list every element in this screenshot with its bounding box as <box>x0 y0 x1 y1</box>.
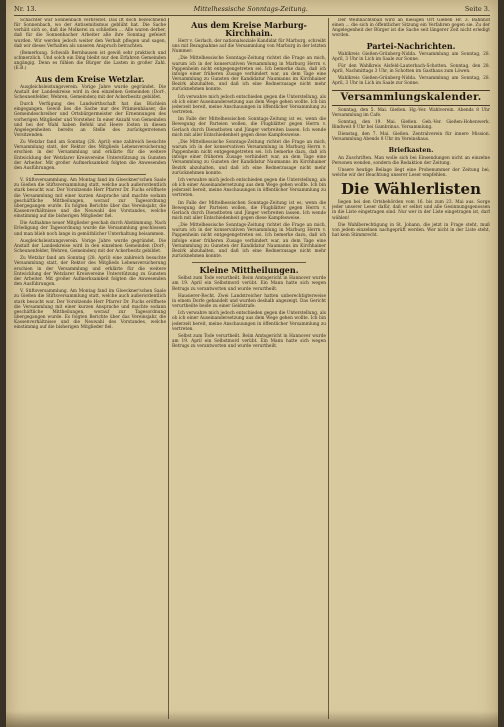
paragraph: Ich verwahre mich jedoch entschieden gegen die Unterstellung, als ob ich einer Auseinandersetzung aus dem Wege gehen wollte. Ich bin jederzeit bereit, meine Anschauungen in öffentlicher Versammlung zu vertreten. <box>172 94 326 116</box>
column-rule <box>328 18 329 719</box>
paragraph: (Bemerkung. Schwalb Bernhausen ist gewiß sehr praktisch und schmerzlich. Und solch ein Ding bleibt nur den Erfahren Gemeinden angängig. Denn es fühlen die Bürger die Lasten in großer Zahl. (E.B.) <box>14 50 166 72</box>
paragraph: Für den Wahlkreis Alsfeld-Lauterbach-Schotten. Sonntag, den 28. April, Nachmittags 3 Uhr, in Schotten im Gasthaus zum Löwen. <box>332 63 490 75</box>
paragraph: Die Aufnahme neuer Mitglieder geschah durch Abstimmung. Nach Erledigung der Tagesordnung wurde die Versammlung geschlossen und man blieb noch lange in gemüthlicher Unterhaltung beisammen. <box>14 221 166 237</box>
section-heading: Versammlungskalender. <box>332 90 490 106</box>
paragraph: V. Stiftsversammlung. Am Montag fand im Gloeckner'schen Saale zu Gießen die Stiftsversammlung statt, welche auch außerordentlich stark besucht war. Der Vorsitzende Herr Pfarrer Dr. Fuchs eröffnete die Versammlung mit einer kurzen Ansprache und machte sodann geschäftliche Mittheilungen, worauf zur Tagesordnung übergegangen wurde. Es folgten Berichte über das Vereinsjahr, die Kassenverhältnisse und die Neuwahl des Vorstandes, welche einstimmig auf die bisherigen Mitglieder fiel. <box>14 178 166 220</box>
column-3 <box>332 18 490 719</box>
paragraph: Wahlkreis Gießen-Grünberg-Nidda. Versammlung am Sonntag, 28. April, 3 Uhr in Lich im Saale zur Sonne. <box>332 76 490 87</box>
paragraph: V. Stiftsversammlung. Am Montag fand im Gloeckner'schen Saale zu Gießen die Stiftsversammlung statt, welche auch außerordentlich stark besucht war. Der Vorsitzende Herr Pfarrer Dr. Fuchs eröffnete die Versammlung mit einer kurzen Ansprache und machte sodann geschäftliche Mittheilungen, worauf zur Tagesordnung übergegangen wurde. Es folgten Berichte über das Vereinsjahr, die Kassenverhältnisse und die Neuwahl des Vorstandes, welche einstimmig auf die bisherigen Mitglieder fiel. <box>14 289 166 331</box>
paragraph: Die Wahlberechtigung in St. Johann, die jetzt in Frage steht, muß von jedem einzelnen nachgeprüft werden. Wer nicht in der Liste steht, hat kein Stimmrecht. <box>332 222 490 239</box>
paragraph: „Die Mittelhessische Sonntags-Zeitung richtet die Frage an mich, warum ich in der konservativen Versammlung in Marburg Herrn v. Pappenheim nicht entgegengetreten sei. Ich bemerke dazu, daß ich infolge einer früheren Zusage verhindert war, an dem Tage eine Versammlung zu Gunsten der Kandidatur Naumanns im Kirchhainer Bezirk abzuhalten, und daß ich eine Rednerzusage nicht mehr zurücknehmen konnte. <box>172 223 326 260</box>
section-heading: Kleine Mittheilungen. <box>199 265 299 276</box>
column-1 <box>14 18 166 719</box>
paragraph: Wahlkreis Gießen-Grünberg-Nidda. Versammlung am Sonntag, 28. April, 3 Uhr in Lich im Saale zur Sonne. <box>332 51 490 62</box>
paragraph: Unsere heutige Beilage liegt eine Probenummer der Zeitung bei, welche wir der Beachtung unserer Leser empfehlen. <box>332 167 490 178</box>
paragraph: Ich verwahre mich jedoch entschieden gegen die Unterstellung, als ob ich einer Auseinandersetzung aus dem Wege gehen wollte. Ich bin jederzeit bereit, meine Anschauungen in öffentlicher Versammlung zu vertreten. <box>172 177 326 199</box>
paragraph: Durch Verfügung des Landwirthschaft hat das Büchlein eingegangen. Gewiß lies die Sache nur des Prämienhäuser, die Gemeindeschreiber und Ortsbürgermeister der Ernennungen des vorherigen Mitglieder und Vorsteher. In einer Anzahl von Gemeinden und bei der Wahl haben Befehl und Heere lösten in diesen Angelegenheiten bereits an Stelle des zurückgetretenen Vorsitzenden. <box>14 102 166 138</box>
column-2 <box>172 18 326 719</box>
paragraph: Herr v. Gerlach, der nationalsoziale Kandidat für Marburg, schreibt uns mit Bezugnahme auf die Versammlung von Marburg in der letzten Nummer: <box>172 39 326 55</box>
paragraph: An Zuschriften. Man wolle sich bei Einsendungen nicht an einzelne Personen wenden, sondern die Redaktion der Zeitung. <box>332 155 490 166</box>
paragraph: liegen bei den Ortsbehörden vom 16. bis zum 23. Mai aus. Sorge jeder unserer Leser dafür, daß er selbst und alle Gesinnungsgenossen in die Liste eingetragen sind. Nur wer in der Liste eingetragen ist, darf wählen! <box>332 200 490 221</box>
paragraph: „Die Mittelhessische Sonntags-Zeitung richtet die Frage an mich, warum ich in der konservativen Versammlung in Marburg Herrn v. Pappenheim nicht entgegengetreten sei. Ich bemerke dazu, daß ich infolge einer früheren Zusage verhindert war, an dem Tage eine Versammlung zu Gunsten der Kandidatur Naumanns im Kirchhainer Bezirk abzuhalten, und daß ich eine Rednerzusage nicht mehr zurücknehmen konnte. <box>172 139 326 176</box>
paragraph: Zu Wetzlar fand am Sonntag (28. April) eine zahlreich besuchte Versammlung statt, der Rektor des Mitglieds Lebensversicherung erschien in der Versammlung und erklärte für die weitere Entwicklung der Wetzlarer Kreisvereine Unterstützung zu Gunsten der Arbeiter. Mit großer Aufmerksamkeit folgten die Anwesenden den Ausführungen. <box>14 140 166 171</box>
paragraph: Sonntag, den 19. Mai. Gießen. Geb.-Ver. Gießen-Hohenwerk. Bindweit 8 Uhr bei Gambrinus. Versammlung. <box>332 119 490 131</box>
paragraph: Ich verwahre mich jedoch entschieden gegen die Unterstellung, als ob ich einer Auseinandersetzung aus dem Wege gehen wollte. Ich bin jederzeit bereit, meine Anschauungen in öffentlicher Versammlung zu vertreten. <box>172 311 326 332</box>
column-rule <box>168 18 169 719</box>
paragraph: Ausgleichsleistungsverein. Vorige Jahre wurde gegründet. Die Anstalt der Landeskreise wird in den einzelnen Gemeinden (Dorf-, Scheunenfelder, Wehren, Gemeinden) mit der Ackerbesitz gebildet. <box>14 238 166 255</box>
page-header <box>14 3 490 16</box>
issue-number: Nr. 13. <box>14 5 37 13</box>
newspaper-title: Mittelhessische Sonntags-Zeitung. <box>193 5 308 13</box>
divider <box>34 174 146 175</box>
paragraph: Ausgleichsleistungsverein. Vorige Jahre wurde gegründet. Die Anstalt der Landeskreise wird in den einzelnen Gemeinden (Dorf-, Scheunenfelder, Wehren, Gemeinden) mit der Ackerbesitz gebildet. <box>14 84 166 100</box>
paragraph: Sonntag, den 5. Mai. Gießen. Hg.-Ver. Wahlverein. Abends 8 Uhr Versammlung im Cafe. <box>332 107 490 118</box>
section-heading: Die Wählerlisten <box>340 180 481 199</box>
paragraph: Hausierer-Recht. Zwei Landstreicher hatten unberechtigterweise in einem Dorfe gehandelt und wurden deshalb angezeigt. Das Gericht verurtheilte beide zu einer Geldstrafe. <box>172 293 326 310</box>
paragraph: Selbst zum Tode verurtheilt. Beim Amtsgericht in Hannover wurde am 19. April ein Selbstmord verübt. Ein Mann hatte sich wegen Betrugs zu verantworten und wurde verurtheilt. <box>172 276 326 292</box>
page-number: Seite 3. <box>464 5 490 13</box>
paragraph: Im Falle der Mittelhessischen Sonntags-Zeitung ist es, wenn die Bewegung der Parteien wollen, die Flugblätter gegen Herrn v. Gerlach durch Dienstboten und Jünger verbreiten lassen. Ich wende mich mit aller Entschiedenheit gegen diese Kampfesweise. <box>172 200 326 221</box>
paragraph: Schächter war Sonnenbach verbreitet. Das ift doch bezeichnend für Sonnenbach, wo der Antisemitismus geblüht hat. Die Sache verhält sich so, daß die Molkerei zu schließen ... Alle waren derber, daß für die Sonnenbacher Arbeiter alle ihre Sonntag gefeiert wurden. Wir werden jedoch weiter den Verhalt pflegen und sagen, daß wir dieses Verhalten als unseren Anspruch betrachten. <box>14 18 166 49</box>
divider <box>192 262 306 263</box>
paragraph: Selbst zum Tode verurtheilt. Beim Amtsgericht in Hannover wurde am 19. April ein Selbstmord verübt. Ein Mann hatte sich wegen Betrugs zu verantworten und wurde verurtheilt. <box>172 333 326 350</box>
newspaper-page <box>6 0 498 727</box>
section-heading: Aus dem Kreise Wetzlar. <box>35 73 145 84</box>
paragraph: Zu Wetzlar fand am Sonntag (28. April) eine zahlreich besuchte Versammlung statt, der Rektor des Mitglieds Lebensversicherung erschien in der Versammlung und erklärte für die weitere Entwicklung der Wetzlarer Kreisvereine Unterstützung zu Gunsten der Arbeiter. Mit großer Aufmerksamkeit folgten die Anwesenden den Ausführungen. <box>14 256 166 288</box>
page-shadow <box>6 711 498 727</box>
paragraph: Dienstag, den 7. Mai. Gießen. Zentralverein für innere Mission. Versammlung Abends 8 Uhr im Vereinshaus. <box>332 132 490 143</box>
section-heading: Aus dem Kreise Marburg-Kirchhain. <box>191 20 307 38</box>
section-heading: Briefkasten. <box>388 145 434 154</box>
section-heading: Partei-Nachrichten. <box>366 40 456 51</box>
paragraph: Im Falle der Mittelhessischen Sonntags-Zeitung ist es, wenn die Bewegung der Parteien wollen, die Flugblätter gegen Herrn v. Gerlach durch Dienstboten und Jünger verbreiten lassen. Ich wende mich mit aller Entschiedenheit gegen diese Kampfesweise. <box>172 117 326 138</box>
paragraph: „Die Mittelhessische Sonntags-Zeitung richtet die Frage an mich, warum ich in der konservativen Versammlung in Marburg Herrn v. Pappenheim nicht entgegengetreten sei. Ich bemerke dazu, daß ich infolge einer früheren Zusage verhindert war, an dem Tage eine Versammlung zu Gunsten der Kandidatur Naumanns im Kirchhainer Bezirk abzuhalten, und daß ich eine Rednerzusage nicht mehr zurücknehmen konnte. <box>172 56 326 93</box>
paragraph: Der Weihnachtsball wird an hiesigen Ort Gießen Hr. 3. Bahnhof einen ... die sich in öffentlicher Sitzung ein Verfahren gegen sie. Zu der Angelegenheit der Bürger ist die Sache seit längerer Zeit nicht erledigt worden. <box>332 18 490 39</box>
